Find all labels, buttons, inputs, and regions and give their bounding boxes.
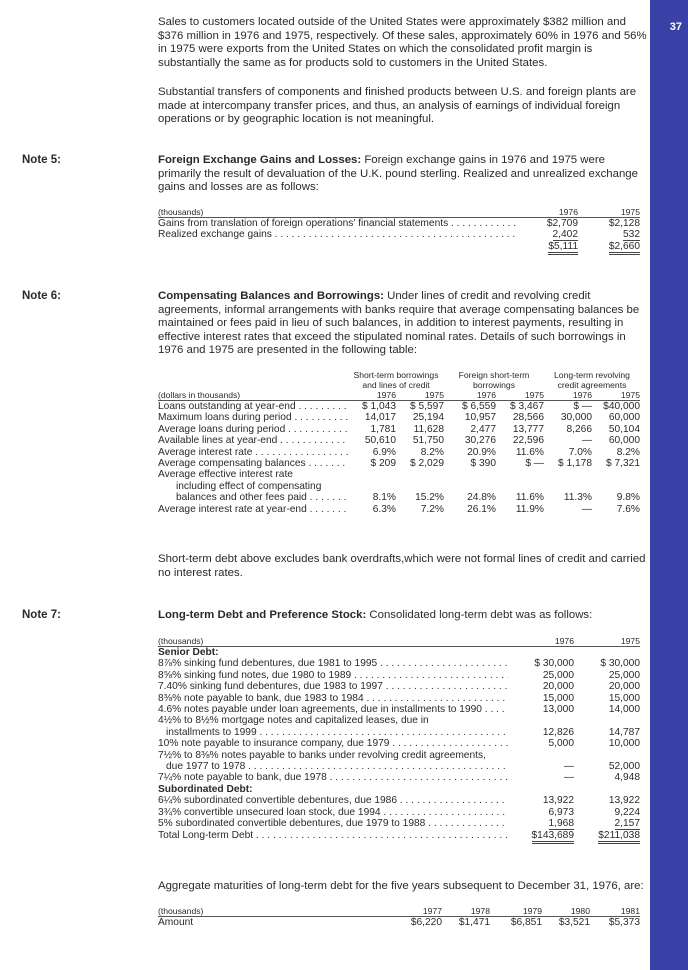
- cell: $ 2,029: [410, 458, 444, 470]
- table-row: [158, 469, 640, 480]
- cell: $ 7,321: [606, 458, 640, 470]
- row-label: due 1977 to 1978 . . .: [166, 761, 508, 772]
- note5-label: Note 5:: [22, 154, 61, 166]
- table-row: [158, 447, 640, 458]
- year-header: 1975: [496, 390, 544, 401]
- cell: $ 209: [370, 458, 396, 470]
- cell: 14,000: [608, 704, 640, 716]
- row-label: 3¾% convertible unsecured loan stock, due 1994 . . .: [158, 807, 508, 818]
- note7-title: Long-term Debt and Preference Stock:: [158, 609, 367, 621]
- row-label: Loans outstanding at year-end . . .: [158, 401, 348, 412]
- note7-label: Note 7:: [22, 609, 61, 621]
- note5-text: Foreign exchange gains in 1976 and 1975 were primarily the result of devaluation of the U.K. pound sterling. Realized and unrealized exchange gains and losses are as follows:: [158, 154, 638, 193]
- table-row: [158, 727, 640, 738]
- cell: 60,000: [608, 435, 640, 447]
- cell: 14,017: [364, 412, 396, 424]
- cell: $ 390: [470, 458, 496, 470]
- cell: 1,968: [548, 818, 574, 830]
- note6-title: Compensating Balances and Borrowings:: [158, 290, 384, 302]
- table-total-row: [158, 241, 640, 252]
- note5-title: Foreign Exchange Gains and Losses:: [158, 154, 362, 166]
- fx-year-1975: 1975: [578, 207, 640, 218]
- table-row: [158, 424, 640, 435]
- cell: 13,000: [542, 704, 574, 716]
- row-label: Average interest rate . . .: [158, 447, 348, 458]
- row-label: 4.6% notes payable under loan agreements, due in installments to 1990 . . .: [158, 704, 508, 715]
- cell: 14,787: [608, 726, 640, 738]
- group-header-foreign: Foreign short-term borrowings: [458, 370, 530, 390]
- table-row: [158, 504, 640, 515]
- table-row: [158, 229, 640, 240]
- year-header: 1981: [590, 906, 640, 917]
- side-tab: [650, 0, 688, 970]
- cell: 13,777: [512, 423, 544, 435]
- note7-paragraph: [158, 609, 648, 623]
- fx-table: [158, 207, 640, 252]
- table-row: [158, 917, 640, 929]
- cell: 7.2%: [420, 503, 444, 515]
- cell: $ 1,178: [558, 458, 592, 470]
- cell: 28,566: [512, 412, 544, 424]
- cell: 25,000: [542, 669, 574, 681]
- cell: 8.2%: [616, 446, 640, 458]
- cell: 9.8%: [616, 492, 640, 504]
- table-row: [158, 481, 640, 492]
- cell: 7.0%: [568, 446, 592, 458]
- row-label: 10% note payable to insurance company, due 1979 . . .: [158, 738, 508, 749]
- total-cell: $5,111: [548, 241, 578, 255]
- note5-paragraph: [158, 154, 648, 195]
- year-header: 1978: [442, 906, 490, 917]
- row-label: Available lines at year-end . . .: [158, 435, 348, 446]
- group-header-short-term: Short-term borrowings and lines of credit: [353, 370, 439, 390]
- cell: 25,194: [412, 412, 444, 424]
- cell: 2,402: [552, 229, 578, 241]
- total-cell: $143,689: [532, 830, 575, 844]
- total-cell: $211,038: [598, 830, 640, 844]
- group-header-long-term: Long-term revolving credit agreements: [554, 370, 630, 390]
- row-label: Realized exchange gains . . .: [158, 229, 516, 240]
- cell: $2,128: [608, 218, 640, 229]
- intro-paragraph-1: Sales to customers located outside of the United States were approximately $382 million and $376 million in 1976 and 1975, respectively. Of these sales, approximately 60% in 1976 and 56% in 1975 were exports from the United States on which the consolidated profit margin is substantially the same as for products sold to customers in the United States.: [158, 16, 647, 69]
- maturities-table: [158, 906, 640, 928]
- cell: 4,948: [614, 772, 640, 784]
- table-row: [158, 218, 640, 230]
- year-header: 1976: [444, 390, 496, 401]
- cell: $ 6,559: [462, 401, 496, 412]
- cell: 52,000: [608, 761, 640, 773]
- cell: 13,922: [542, 795, 574, 807]
- cell: 11,628: [413, 423, 444, 435]
- cell: 10,957: [464, 412, 496, 424]
- year-header: 1980: [542, 906, 590, 917]
- borrowings-table: [158, 371, 640, 515]
- cell: 7.6%: [616, 503, 640, 515]
- cell: 12,826: [542, 726, 574, 738]
- cell: 30,276: [464, 435, 496, 447]
- cell: 8.2%: [420, 446, 444, 458]
- table-row: [158, 693, 640, 704]
- table-row: [158, 738, 640, 749]
- cell: 9,224: [614, 806, 640, 818]
- cell: —: [581, 503, 592, 515]
- row-label: 7¼% note payable to bank, due 1978 . . .: [158, 772, 508, 783]
- cell: 2,477: [470, 423, 496, 435]
- cell: 11.6%: [515, 446, 544, 458]
- cell: 30,000: [560, 412, 592, 424]
- cell: 13,922: [608, 795, 640, 807]
- row-label: 8⅝% sinking fund notes, due 1980 to 1989 . . .: [158, 670, 508, 681]
- cell: 11.9%: [515, 503, 544, 515]
- table-row: [158, 435, 640, 446]
- cell: 15,000: [608, 692, 640, 704]
- table-row: [158, 772, 640, 783]
- row-label: 8⅞% sinking fund debentures, due 1981 to 1995 . . .: [158, 658, 508, 669]
- row-label: Average loans during period . . .: [158, 424, 348, 435]
- table-row: [158, 458, 640, 469]
- year-header: 1975: [396, 390, 444, 401]
- cell: 6.3%: [372, 503, 396, 515]
- cell: 15,000: [542, 692, 574, 704]
- year-header: 1975: [592, 390, 640, 401]
- cell: $40,000: [603, 401, 640, 412]
- cell: 6,973: [548, 806, 574, 818]
- maturities-unit: (thousands): [158, 906, 384, 917]
- senior-debt-header: Senior Debt:: [158, 647, 219, 658]
- note7-text: Consolidated long-term debt was as follows:: [366, 609, 593, 621]
- note6-paragraph: [158, 290, 648, 358]
- row-label: Amount: [158, 917, 194, 928]
- table-row: [158, 715, 640, 726]
- table-row: [158, 492, 640, 503]
- row-label: 7½% to 8⅜% notes payable to banks under revolving credit agreements,: [158, 749, 486, 761]
- table-row: [158, 818, 640, 829]
- cell: 5,000: [548, 738, 574, 750]
- cell: —: [563, 772, 574, 784]
- table-row: [158, 670, 640, 681]
- cell: 10,000: [608, 738, 640, 750]
- year-header: 1977: [384, 906, 442, 917]
- row-label: 6¼% subordinated convertible debentures, due 1986 . . .: [158, 795, 508, 806]
- row-label: including effect of compensating: [176, 480, 322, 492]
- cell: $ 1,043: [362, 401, 396, 412]
- note6-footnote: Short-term debt above excludes bank overdrafts,which were not formal lines of credit and carried no interest rates.: [158, 553, 646, 579]
- cell: $1,471: [458, 917, 490, 928]
- row-label: Total Long-term Debt . . .: [158, 830, 508, 841]
- cell: 1,781: [370, 423, 396, 435]
- year-header: 1976: [348, 390, 396, 401]
- cell: —: [581, 435, 592, 447]
- ltd-unit: (thousands): [158, 636, 508, 647]
- cell: 11.6%: [515, 492, 544, 504]
- row-label: 8⅜% note payable to bank, due 1983 to 1984 . . .: [158, 693, 508, 704]
- maturities-text: Aggregate maturities of long-term debt for the five years subsequent to December 31, 1976, are:: [158, 880, 644, 892]
- cell: 20,000: [542, 681, 574, 693]
- year-header: 1979: [490, 906, 542, 917]
- note6-label: Note 6:: [22, 290, 61, 302]
- row-label: Average effective interest rate: [158, 469, 293, 481]
- cell: 6.9%: [372, 446, 396, 458]
- subordinated-debt-header: Subordinated Debt:: [158, 783, 253, 795]
- cell: $6,851: [510, 917, 542, 928]
- cell: 51,750: [412, 435, 444, 447]
- table-row: [158, 750, 640, 761]
- cell: —: [563, 761, 574, 773]
- long-term-debt-table: [158, 636, 640, 841]
- table-row: [158, 658, 640, 669]
- borrow-unit: (dollars in thousands): [158, 390, 348, 401]
- cell: 60,000: [608, 412, 640, 424]
- row-label: 4½% to 8½% mortgage notes and capitalized leases, due in: [158, 715, 429, 727]
- row-label: balances and other fees paid . . .: [176, 492, 348, 503]
- year-header: 1975: [574, 636, 640, 647]
- cell: $2,709: [546, 218, 578, 229]
- cell: 50,610: [364, 435, 396, 447]
- year-header: 1976: [508, 636, 574, 647]
- cell: $ 3,467: [510, 401, 544, 412]
- row-label: Gains from translation of foreign operations' financial statements . . .: [158, 218, 516, 229]
- note6-text: Under lines of credit and revolving credit agreements, informal arrangements with banks require that average compensating balances be maintained or fees paid in lieu of such balances, in addition to interest payments, resulting in effective interest rates that exceed the stipulated nominal rates. Details of such borrowings in 1976 and 1975 are presented in the following table:: [158, 290, 640, 356]
- cell: 15.2%: [415, 492, 444, 504]
- total-cell: $2,660: [609, 241, 640, 255]
- cell: 2,157: [614, 818, 640, 830]
- fx-year-1976: 1976: [516, 207, 578, 218]
- cell: $ 30,000: [600, 658, 640, 670]
- table-row: [158, 401, 640, 413]
- table-row: [158, 795, 640, 806]
- page-number: 37: [669, 21, 682, 33]
- year-header: 1976: [544, 390, 592, 401]
- row-label: Maximum loans during period . . .: [158, 412, 348, 423]
- cell: 11.3%: [563, 492, 592, 504]
- table-total-row: [158, 830, 640, 841]
- cell: 20.9%: [467, 446, 496, 458]
- cell: $3,521: [558, 917, 590, 928]
- intro-paragraph-2: Substantial transfers of components and finished products between U.S. and foreign plants are made at intercompany transfer prices, and thus, an analysis of earnings of individual foreign operations or by geographic location is not meaningful.: [158, 86, 637, 125]
- cell: 8.1%: [372, 492, 396, 504]
- row-label: Average compensating balances . . .: [158, 458, 348, 469]
- table-row: [158, 704, 640, 715]
- table-row: [158, 681, 640, 692]
- row-label: 7.40% sinking fund debentures, due 1983 to 1997 . . .: [158, 681, 508, 692]
- table-row: [158, 412, 640, 423]
- cell: 24.8%: [467, 492, 496, 504]
- cell: 26.1%: [467, 503, 496, 515]
- cell: 50,104: [608, 423, 640, 435]
- table-row: [158, 761, 640, 772]
- fx-unit: (thousands): [158, 207, 516, 218]
- cell: $5,373: [608, 917, 640, 928]
- cell: 20,000: [608, 681, 640, 693]
- cell: 532: [623, 229, 640, 241]
- row-label: 5% subordinated convertible debentures, due 1979 to 1988 . . .: [158, 818, 508, 829]
- cell: $6,220: [410, 917, 442, 928]
- row-label: Average interest rate at year-end . . .: [158, 504, 348, 515]
- cell: $ 30,000: [534, 658, 574, 670]
- cell: $ 5,597: [410, 401, 444, 412]
- cell: 25,000: [608, 669, 640, 681]
- cell: $ —: [525, 458, 544, 470]
- table-row: [158, 807, 640, 818]
- cell: 22,596: [512, 435, 544, 447]
- cell: 8,266: [566, 423, 592, 435]
- cell: $ —: [573, 401, 592, 412]
- row-label: installments to 1999 . . .: [166, 727, 508, 738]
